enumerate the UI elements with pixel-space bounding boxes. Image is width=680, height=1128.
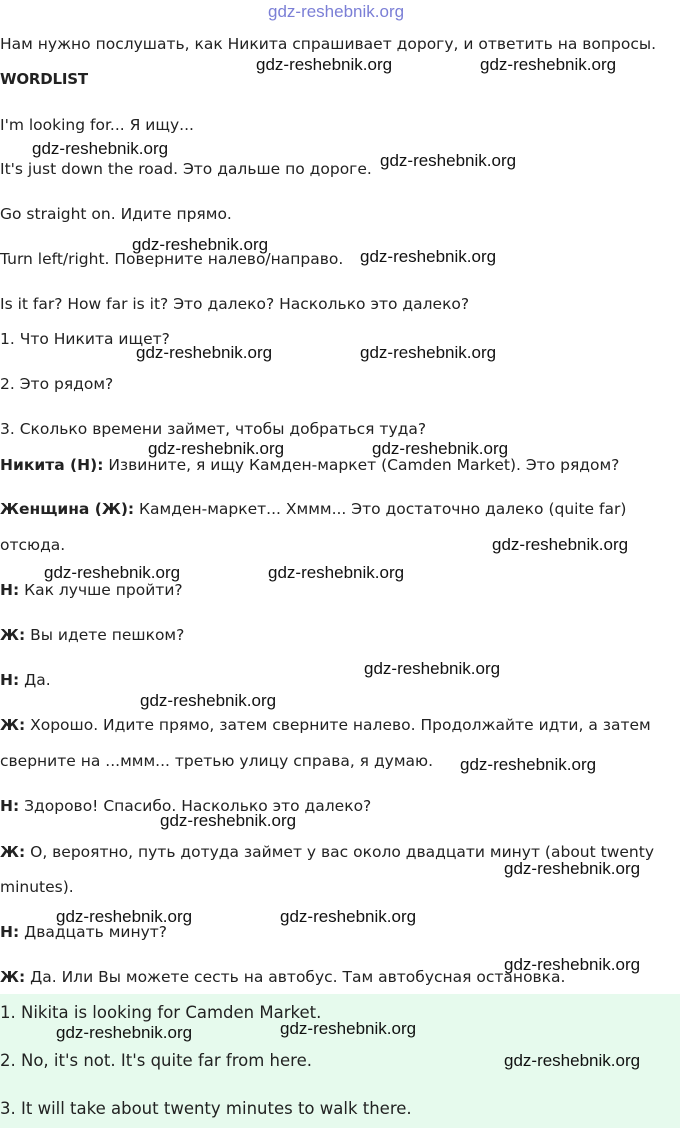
dialogue-text: отсюда. — [0, 536, 66, 554]
watermark: gdz-reshebnik.org — [140, 691, 277, 710]
dialogue-line — [0, 580, 183, 600]
watermark: gdz-reshebnik.org — [136, 343, 273, 362]
question-item: 1. Что Никита ищет? — [0, 330, 170, 348]
dialogue-text: сверните на ...ммм... третью улицу справа, я думаю. — [0, 752, 433, 770]
dialogue-line — [0, 625, 184, 645]
watermark: gdz-reshebnik.org — [160, 811, 297, 830]
dialogue-text: Здорово! Спасибо. Насколько это далеко? — [19, 797, 372, 815]
speaker-label: Ж: — [0, 843, 26, 861]
watermark: gdz-reshebnik.org — [492, 535, 629, 554]
wordlist-item: It's just down the road. Это дальше по дороге. — [0, 160, 372, 178]
watermark: gdz-reshebnik.org — [280, 1019, 417, 1038]
dialogue-text: Да. Или Вы можете сесть на автобус. Там автобусная остановка. — [25, 968, 566, 986]
watermark: gdz-reshebnik.org — [280, 907, 417, 926]
wordlist-item: Go straight on. Идите прямо. — [0, 205, 232, 223]
wordlist-heading: WORDLIST — [0, 70, 88, 88]
dialogue-line — [0, 715, 651, 735]
speaker-label: Н: — [0, 923, 20, 941]
wordlist-item: Is it far? How far is it? Это далеко? Насколько это далеко? — [0, 295, 470, 313]
watermark: gdz-reshebnik.org — [132, 235, 269, 254]
watermark: gdz-reshebnik.org — [380, 151, 517, 170]
watermark: gdz-reshebnik.org — [372, 439, 509, 458]
dialogue-text: minutes). — [0, 878, 74, 896]
wordlist-item: Turn left/right. Поверните налево/направо. — [0, 250, 344, 268]
watermark-top: gdz-reshebnik.org — [268, 2, 405, 21]
watermark: gdz-reshebnik.org — [56, 1023, 193, 1042]
watermark: gdz-reshebnik.org — [504, 859, 641, 878]
dialogue-text: О, вероятно, путь дотуда займет у вас около двадцати минут (about twenty — [25, 843, 654, 861]
dialogue-line — [0, 670, 51, 690]
dialogue-text: Вы идете пешком? — [25, 626, 185, 644]
answer-item: 1. Nikita is looking for Camden Market. — [0, 1003, 322, 1022]
watermark: gdz-reshebnik.org — [480, 55, 617, 74]
watermark: gdz-reshebnik.org — [360, 247, 497, 266]
dialogue-line — [0, 455, 619, 475]
watermark: gdz-reshebnik.org — [268, 563, 405, 582]
question-item: 2. Это рядом? — [0, 375, 114, 393]
dialogue-text: Хорошо. Идите прямо, затем сверните налево. Продолжайте идти, а затем — [25, 716, 651, 734]
dialogue-line — [0, 877, 74, 897]
dialogue-text: Извините, я ищу Камден-маркет (Camden Market). Это рядом? — [103, 456, 620, 474]
watermark: gdz-reshebnik.org — [504, 1051, 641, 1070]
wordlist-item: I'm looking for... Я ищу... — [0, 116, 194, 134]
speaker-label: Ж: — [0, 968, 26, 986]
speaker-label: Н: — [0, 671, 20, 689]
speaker-label: Ж: — [0, 626, 26, 644]
answer-item: 3. It will take about twenty minutes to walk there. — [0, 1099, 412, 1118]
watermark: gdz-reshebnik.org — [364, 659, 501, 678]
watermark: gdz-reshebnik.org — [44, 563, 181, 582]
dialogue-text: Двадцать минут? — [19, 923, 168, 941]
answer-item: 2. No, it's not. It's quite far from here. — [0, 1051, 312, 1070]
watermark: gdz-reshebnik.org — [256, 55, 393, 74]
speaker-label: Н: — [0, 797, 20, 815]
speaker-label: Женщина (Ж): — [0, 500, 135, 518]
watermark: gdz-reshebnik.org — [56, 907, 193, 926]
dialogue-line — [0, 751, 433, 771]
dialogue-text: Да. — [19, 671, 51, 689]
watermark: gdz-reshebnik.org — [32, 139, 169, 158]
speaker-label: Никита (Н): — [0, 456, 104, 474]
dialogue-line — [0, 499, 626, 519]
dialogue-line — [0, 535, 65, 555]
intro-text: Нам нужно послушать, как Никита спрашивает дорогу, и ответить на вопросы. — [0, 35, 657, 53]
watermark: gdz-reshebnik.org — [504, 955, 641, 974]
question-item: 3. Сколько времени займет, чтобы добраться туда? — [0, 420, 427, 438]
watermark: gdz-reshebnik.org — [460, 755, 597, 774]
speaker-label: Ж: — [0, 716, 26, 734]
watermark: gdz-reshebnik.org — [360, 343, 497, 362]
speaker-label: Н: — [0, 581, 20, 599]
dialogue-text: Камден-маркет... Хммм... Это достаточно далеко (quite far) — [134, 500, 627, 518]
dialogue-text: Как лучше пройти? — [19, 581, 183, 599]
dialogue-line — [0, 967, 565, 987]
watermark: gdz-reshebnik.org — [148, 439, 285, 458]
